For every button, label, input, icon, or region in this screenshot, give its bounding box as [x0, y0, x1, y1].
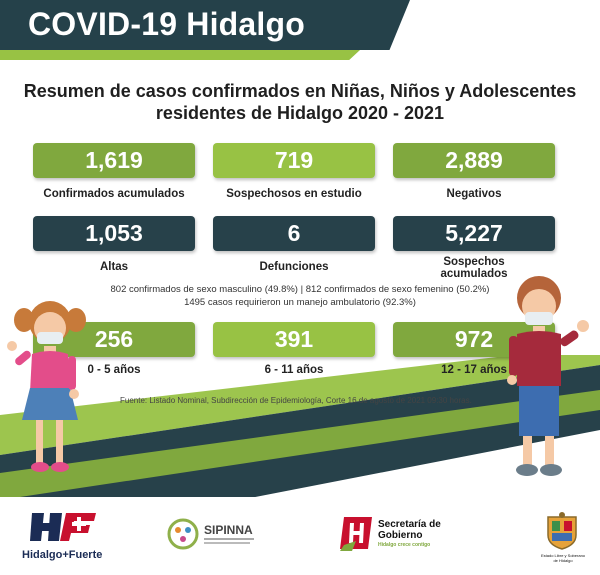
age-6-11-value: 391 — [213, 322, 375, 357]
confirmados-value: 1,619 — [33, 143, 195, 178]
age-6-11-label: 6 - 11 años — [264, 364, 324, 376]
sospechosos-estudio-value: 719 — [213, 143, 375, 178]
altas-label: Altas — [99, 261, 129, 273]
coat-of-arms-caption: Estado Libre y Soberano de Hidalgo — [540, 553, 586, 563]
sex-breakdown-note: 802 confirmados de sexo masculino (49.8%) | 812 confirmados de sexo femenino (50.2%) — [110, 284, 490, 295]
altas-value: 1,053 — [33, 216, 195, 251]
girl-illustration — [4, 292, 96, 482]
secretaria-text-2: Gobierno — [378, 530, 423, 541]
sospechos-acumulados-label-1: Sospechos — [443, 256, 505, 268]
source-note: Fuente: Listado Nominal, Subdirección de Epidemiología, Corte 16 de agosto de 2021 09:30 horas. — [120, 396, 472, 405]
sipinna-logo-icon — [166, 517, 200, 551]
page-title: COVID-19 Hidalgo — [28, 6, 306, 42]
confirmados-label: Confirmados acumulados — [43, 188, 185, 200]
sospechos-acumulados-label-2: acumulados — [440, 268, 508, 280]
subtitle-line-2: residentes de Hidalgo 2020 - 2021 — [155, 103, 445, 123]
subtitle-line-1: Resumen de casos confirmados en Niñas, Niños y Adolescentes — [23, 81, 577, 101]
hidalgo-coat-of-arms — [542, 511, 582, 551]
sipinna-text: SIPINNA — [204, 523, 253, 537]
sipinna-subline — [204, 538, 254, 540]
hidalgo-fuerte-text: Hidalgo+Fuerte — [22, 549, 103, 561]
footer — [0, 497, 600, 575]
secretaria-text-1: Secretaría de — [378, 519, 441, 530]
header-accent — [0, 50, 360, 60]
ambulatory-note: 1495 casos requirieron un manejo ambulatorio (92.3%) — [184, 297, 416, 308]
hidalgo-fuerte-logo — [30, 509, 100, 545]
age-12-17-value: 972 — [393, 322, 555, 357]
secretaria-tagline: Hidalgo crece contigo — [378, 542, 431, 548]
defunciones-label: Defunciones — [259, 261, 329, 273]
boy-illustration — [497, 268, 597, 483]
secretaria-gobierno-logo-icon — [340, 515, 374, 551]
age-0-5-label: 0 - 5 años — [87, 364, 141, 376]
negativos-label: Negativos — [446, 188, 502, 200]
sospechos-acumulados-value: 5,227 — [393, 216, 555, 251]
age-12-17-label: 12 - 17 años — [441, 364, 507, 376]
sipinna-subline — [204, 542, 250, 544]
age-0-5-value: 256 — [33, 322, 195, 357]
negativos-value: 2,889 — [393, 143, 555, 178]
defunciones-value: 6 — [213, 216, 375, 251]
sospechosos-estudio-label: Sospechosos en estudio — [226, 188, 362, 200]
